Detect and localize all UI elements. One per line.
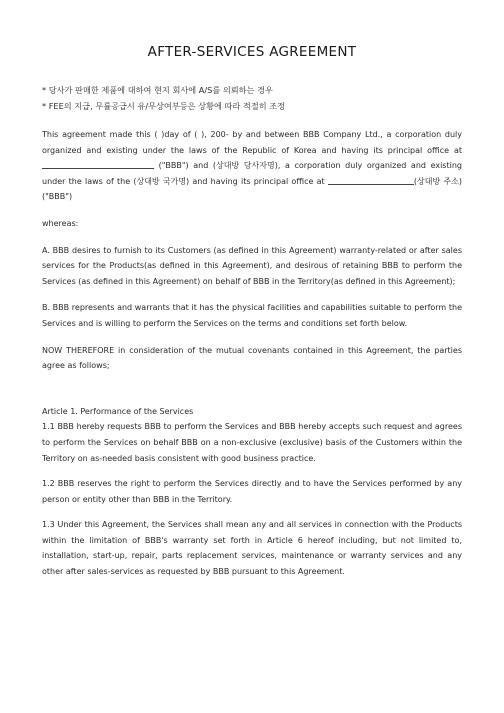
agreement-body — [42, 127, 462, 580]
notes-block — [42, 82, 462, 114]
intro-paragraph: This agreement made this ( )day of ( ), 200- by and between BBB Company Ltd., a corporation duly organized and existing under the laws of the Republic of Korea and having its principal office at ("BBB") and (상대방 당사자명), a corporation duly organized and existing under the laws of the (상대방 국가명) and having its principal office at (상대방 주소)("BBB") — [42, 130, 462, 202]
blank-line — [328, 175, 414, 185]
recital-b: B. BBB represents and warrants that it has the physical facilities and capabilities suitable to perform the Services and is willing to perform the Services on the terms and conditions set forth below. — [42, 303, 462, 328]
note-item — [42, 98, 462, 114]
whereas-label: whereas: — [42, 218, 79, 228]
section-1-3: 1.3 Under this Agreement, the Services shall mean any and all services in connection with the Products within the limitation of BBB's warranty set forth in Article 6 hereof including, but not limited to, installation, start-up, repair, parts replacement services, maintenance or warranty services and any other after sales-services as requested by BBB pursuant to this Agreement. — [42, 520, 462, 577]
blank-line — [42, 159, 154, 169]
note-bullet: * — [42, 85, 47, 95]
note-text: FEE의 지급, 무률공급시 유/무상여부등은 상황에 따라 적절히 조정 — [48, 101, 286, 111]
article-1-heading: Article 1. Performance of the Services — [42, 406, 194, 416]
note-item — [42, 82, 462, 98]
note-bullet: * — [42, 101, 47, 111]
now-therefore-paragraph: NOW THEREFORE in consideration of the mutual covenants contained in this Agreement, the parties agree as follows; — [42, 345, 462, 371]
recital-a: A. BBB desires to furnish to its Customers (as defined in this Agreement) warranty-related or after sales services for the Products(as defined in this Agreement), and desirous of retaining BBB to perform the Services (as defined in this Agreement) on behalf of BBB in the Territory(as defined in this Agreement); — [42, 245, 462, 286]
section-1-2: 1.2 BBB reserves the right to perform the Services directly and to have the Services performed by any person or entity other than BBB in the Territory. — [42, 479, 462, 504]
note-text: 당사가 판매한 제품에 대하여 현지 회사에 A/S를 의뢰하는 경우 — [48, 85, 273, 95]
section-1-1: 1.1 BBB hereby requests BBB to perform the Services and BBB hereby accepts such request and agrees to perform the Services on behalf BBB on a non-exclusive (exclusive) basis of the Customers within the Territory on as-needed basis consistent with good business practice. — [42, 422, 462, 463]
document-title: AFTER-SERVICES AGREEMENT — [147, 44, 357, 60]
